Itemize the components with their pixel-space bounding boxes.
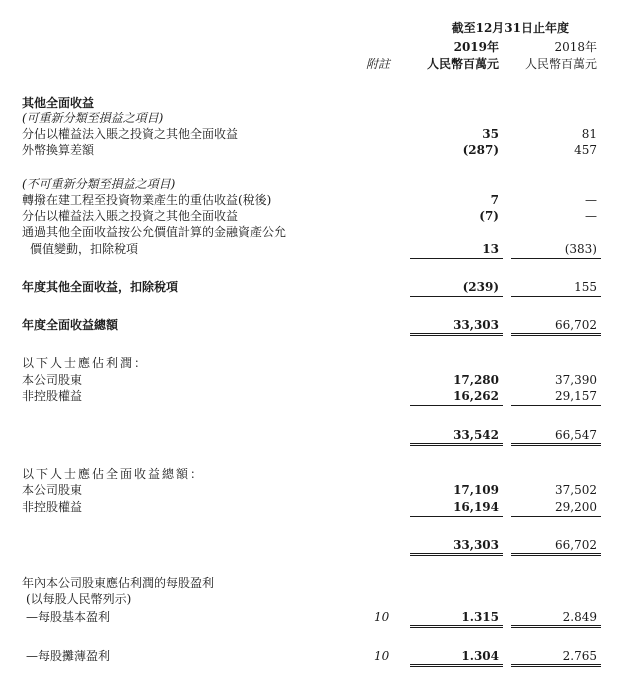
subtotal-rule <box>511 258 601 259</box>
value-2019: 16,262 <box>453 389 499 403</box>
total-double-rule <box>410 664 503 667</box>
value-2018: 29,157 <box>555 389 597 403</box>
row-label: 本公司股東 <box>22 373 83 387</box>
value-2019-total: 33,303 <box>453 538 499 552</box>
value-2018: (383) <box>564 242 597 256</box>
row-label: 轉撥在建工程至投資物業產生的重估收益(稅後) <box>22 193 272 207</box>
total-double-rule <box>511 553 601 556</box>
row-label: 分佔以權益法入賬之投資之其他全面收益 <box>22 209 239 223</box>
value-2019: (7) <box>479 209 499 223</box>
value-2019: (287) <box>462 143 499 157</box>
value-2019: 17,109 <box>453 483 499 497</box>
value-2019: 1.315 <box>461 610 499 624</box>
row-label-continued: 價值變動，扣除稅項 <box>30 242 139 256</box>
oci-title: 其他全面收益 <box>22 96 95 110</box>
total-double-rule <box>410 625 503 628</box>
unit-2019-header: 人民幣百萬元 <box>426 57 499 71</box>
row-label: 年度全面收益總額 <box>22 318 119 332</box>
value-2018: 29,200 <box>555 500 597 514</box>
value-2019: 1.304 <box>461 649 499 663</box>
subtotal-rule <box>410 296 503 297</box>
total-double-rule <box>511 625 601 628</box>
ci-attr-title: 以下人士應佔全面收益總額： <box>22 467 205 481</box>
total-double-rule <box>511 333 601 336</box>
subtotal-rule <box>410 516 503 517</box>
row-label: 年度其他全面收益，扣除稅項 <box>22 280 179 294</box>
value-2019: 16,194 <box>453 500 499 514</box>
note-column-header: 附註 <box>366 57 391 71</box>
value-2019: 17,280 <box>453 373 499 387</box>
total-double-rule <box>511 664 601 667</box>
row-label: 通過其他全面收益按公允價值計算的金融資產公允 <box>22 225 287 239</box>
profit-attr-title: 以下人士應佔利潤： <box>22 356 149 370</box>
value-2018: — <box>585 193 597 207</box>
unit-2018-header: 人民幣百萬元 <box>524 57 597 71</box>
note-ref: 10 <box>374 610 390 624</box>
note-ref: 10 <box>374 649 390 663</box>
subtotal-rule <box>511 405 601 406</box>
total-double-rule <box>410 443 503 446</box>
value-2019-total: 33,542 <box>453 428 499 442</box>
value-2018-total: 66,547 <box>555 428 597 442</box>
total-double-rule <box>410 553 503 556</box>
row-label: —每股攤薄盈利 <box>26 649 111 663</box>
value-2018: 2.765 <box>562 649 597 663</box>
value-2019: 13 <box>482 242 499 256</box>
value-2019: 7 <box>490 193 499 207</box>
value-2019: 35 <box>482 127 499 141</box>
subtotal-rule <box>410 258 503 259</box>
row-label: —每股基本盈利 <box>26 610 111 624</box>
eps-title: 年內本公司股東應佔利潤的每股盈利 <box>22 576 215 590</box>
year-2018-header: 2018年 <box>554 40 597 54</box>
value-2018: — <box>585 209 597 223</box>
value-2018: 457 <box>574 143 597 157</box>
row-label: 外幣換算差額 <box>22 143 95 157</box>
total-double-rule <box>511 443 601 446</box>
value-2019: (239) <box>462 280 499 294</box>
row-label: 分佔以權益法入賬之投資之其他全面收益 <box>22 127 239 141</box>
subtotal-rule <box>511 516 601 517</box>
nonreclass-title: (不可重新分類至損益之項目) <box>22 177 176 191</box>
year-2019-header: 2019年 <box>453 40 499 54</box>
period-header: 截至12月31日止年度 <box>451 21 569 35</box>
eps-subtitle: (以每股人民幣列示) <box>26 592 132 606</box>
row-label: 非控股權益 <box>22 500 83 514</box>
value-2018: 37,390 <box>555 373 597 387</box>
subtotal-rule <box>410 405 503 406</box>
reclass-title: (可重新分類至損益之項目) <box>22 111 164 125</box>
total-double-rule <box>410 333 503 336</box>
value-2018: 66,702 <box>555 318 597 332</box>
value-2019: 33,303 <box>453 318 499 332</box>
value-2018-total: 66,702 <box>555 538 597 552</box>
value-2018: 155 <box>574 280 597 294</box>
row-label: 本公司股東 <box>22 483 83 497</box>
value-2018: 37,502 <box>555 483 597 497</box>
subtotal-rule <box>511 296 601 297</box>
value-2018: 2.849 <box>562 610 597 624</box>
row-label: 非控股權益 <box>22 389 83 403</box>
value-2018: 81 <box>581 127 597 141</box>
